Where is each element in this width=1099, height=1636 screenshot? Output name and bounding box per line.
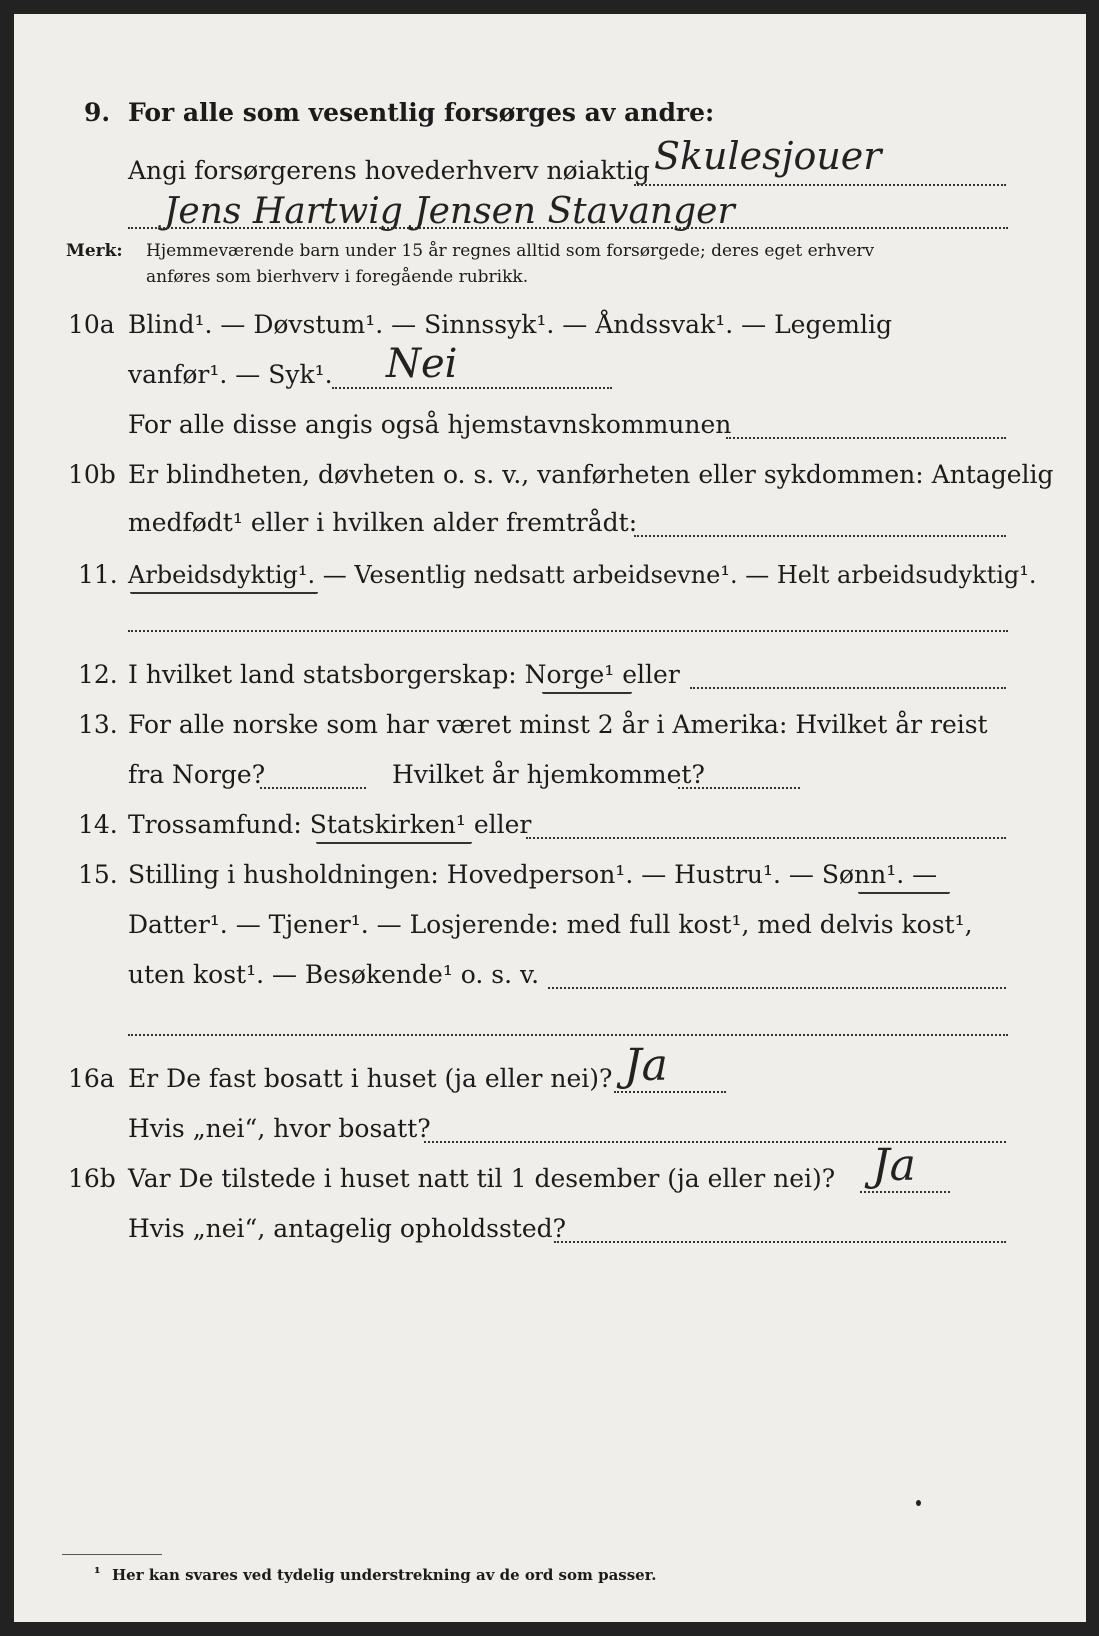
q14-number: 14. [78,810,118,839]
q9-title: For alle som vesentlig forsørges av andre: [128,98,715,127]
q15-line-1: Stilling i husholdningen: Hovedperson¹. — Hustru¹. — Sønn¹. — [128,860,938,889]
q10a-answer-line[interactable] [332,387,612,389]
q16b-number: 16b [68,1164,116,1193]
q15-number: 15. [78,860,118,889]
q10b-answer-line[interactable] [634,535,1006,537]
q15-line-2: Datter¹. — Tjener¹. — Losjerende: med full kost¹, med delvis kost¹, [128,910,973,939]
q9-handwritten-answer-2: Jens Hartwig Jensen Stavanger [164,191,735,232]
merk-line-1: Hjemmeværende barn under 15 år regnes alltid som forsørgede; deres eget erhverv [146,241,875,261]
q12-number: 12. [78,660,118,689]
q16a-line-1: Er De fast bosatt i huset (ja eller nei)? [128,1064,613,1093]
q10a-line-1: Blind¹. — Døvstum¹. — Sinnssyk¹. — Åndssvak¹. — Legemlig [128,310,892,339]
ink-dot [916,1500,921,1506]
q14-underline-mark [316,842,472,844]
q15-answer-line-1[interactable] [548,987,1006,989]
q11-answer-line[interactable] [128,630,1008,632]
q16b-handwritten-answer: Ja [872,1140,916,1191]
q16b-answer-line[interactable] [860,1191,950,1193]
q16a-handwritten-answer: Ja [624,1040,668,1091]
q13-line-2b: Hvilket år hjemkommet? [392,760,705,789]
census-form-page [14,14,1086,1622]
q12-answer-line[interactable] [690,687,1006,689]
q14-line-1: Trossamfund: Statskirken¹ eller [128,810,532,839]
footnote-rule [62,1554,162,1555]
q10a-municipality-line[interactable] [726,437,1006,439]
q13-line-1: For alle norske som har været minst 2 år i Amerika: Hvilket år reist [128,710,988,739]
q10b-number: 10b [68,460,116,489]
q16a-number: 16a [68,1064,115,1093]
q12-line-1: I hvilket land statsborgerskap: Norge¹ eller [128,660,680,689]
q14-answer-line[interactable] [526,837,1006,839]
footnote-text: Her kan svares ved tydelig understrekning av de ord som passer. [112,1566,657,1584]
q16b-whereabouts-line[interactable] [554,1241,1006,1243]
q11-underline-mark [130,592,318,594]
footnote-mark: ¹ [94,1564,101,1582]
q10a-line-3: For alle disse angis også hjemstavnskommunen [128,410,732,439]
q16b-line-2: Hvis „nei“, antagelig opholdssted? [128,1214,567,1243]
q10b-line-1: Er blindheten, døvheten o. s. v., vanførheten eller sykdommen: Antagelig [128,460,1054,489]
q16a-line-2: Hvis „nei“, hvor bosatt? [128,1114,431,1143]
q9-handwritten-answer-1: Skulesjouer [654,134,882,178]
q11-number: 11. [78,560,118,589]
q13-return-line[interactable] [678,787,800,789]
q13-departure-line[interactable] [260,787,366,789]
q15-line-3: uten kost¹. — Besøkende¹ o. s. v. [128,960,540,989]
q12-underline-mark [542,692,632,694]
q10b-line-2: medfødt¹ eller i hvilken alder fremtrådt: [128,508,638,537]
q13-number: 13. [78,710,118,739]
q15-answer-line-2[interactable] [128,1034,1008,1036]
q13-line-2a: fra Norge? [128,760,266,789]
q10a-line-2: vanfør¹. — Syk¹. [128,360,333,389]
q9-number: 9. [84,98,111,127]
q16a-residence-line[interactable] [424,1141,1006,1143]
q9-answer-line-2[interactable] [128,227,1008,229]
q15-underline-mark [858,892,950,894]
q10a-handwritten-answer: Nei [386,341,458,387]
q9-answer-line-1[interactable] [634,184,1006,186]
merk-line-2: anføres som bierhverv i foregående rubrikk. [146,267,529,287]
merk-label: Merk: [66,241,123,261]
q11-line-1: Arbeidsdyktig¹. — Vesentlig nedsatt arbeidsevne¹. — Helt arbeidsudyktig¹. [128,561,1037,589]
q16a-answer-line[interactable] [614,1091,726,1093]
q16b-line-1: Var De tilstede i huset natt til 1 desember (ja eller nei)? [128,1164,836,1193]
q9-prompt: Angi forsørgerens hovederhverv nøiaktig [128,156,650,185]
q10a-number: 10a [68,310,115,339]
